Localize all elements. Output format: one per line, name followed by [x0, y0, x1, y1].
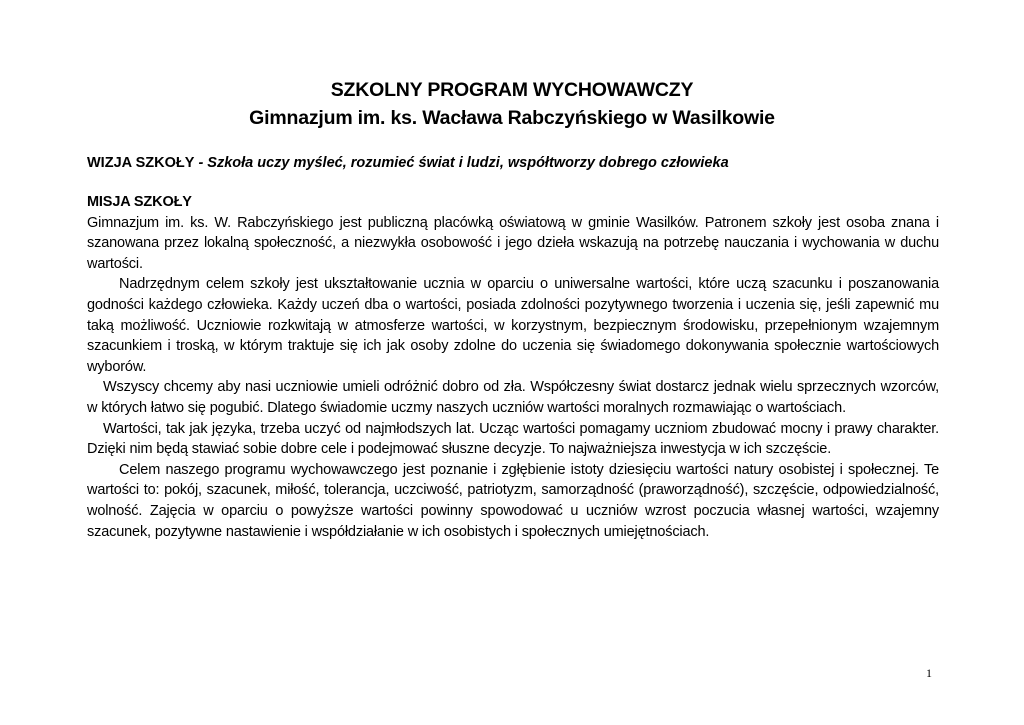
- mission-paragraph-3: Wszyscy chcemy aby nasi uczniowie umieli odróżnić dobro od zła. Współczesny świat dostarcz jednak wielu sprzecznych wzorców, w których łatwo się pogubić. Dlatego świadomie uczmy naszych uczniów wartości moralnych rozmawiając o wartościach.: [87, 379, 939, 416]
- mission-heading: MISJA SZKOŁY: [87, 194, 192, 210]
- mission-section: [87, 192, 939, 542]
- school-name: Gimnazjum im. ks. Wacława Rabczyńskiego w Wasilkowie: [249, 107, 775, 129]
- document-title: SZKOLNY PROGRAM WYCHOWAWCZY: [330, 79, 694, 101]
- mission-paragraph-5: Celem naszego programu wychowawczego jest poznanie i zgłębienie istoty dziesięciu wartości natury osobistej i społecznej. Te wartości to: pokój, szacunek, miłość, tolerancja, uczciwość, patriotyzm, samorządność (praworządność), szczęście, odpowiedzialność, wolność. Zajęcia w oparciu o powyższe wartości powinny spowodować u uczniów wzrost poczucia własnej wartości, wzajemny szacunek, pozytywne nastawienie i współdziałanie w ich osobistych i społecznych umiejętnościach.: [87, 461, 939, 540]
- vision-label: WIZJA SZKOŁY: [87, 155, 195, 171]
- vision-line: [87, 153, 947, 173]
- page-number: 1: [926, 666, 932, 680]
- vision-text: - Szkoła uczy myśleć, rozumieć świat i ludzi, współtworzy dobrego człowieka: [198, 155, 729, 171]
- mission-paragraph-2: Nadrzędnym celem szkoły jest ukształtowanie ucznia w oparciu o uniwersalne wartości, które uczą szacunku i poszanowania godności każdego człowieka. Każdy uczeń dba o wartości, posiada zdolności pozytywnego tworzenia i uczenia się, jeśli zapewnić mu taką możliwość. Uczniowie rozkwitają w atmosferze wartości, w korzystnym, bezpiecznym środowisku, przepełnionym wzajemnym szacunkiem i troską, w którym traktuje się ich jak osoby zdolne do uczenia się świadomego dokonywania społecznie wartościowych wyborów.: [87, 276, 939, 375]
- title-block: [0, 76, 1024, 132]
- mission-paragraph-4: Wartości, tak jak języka, trzeba uczyć od najmłodszych lat. Ucząc wartości pomagamy uczniom zbudować mocny i prawy charakter. Dzięki nim będą stawiać sobie dobre cele i podejmować słuszne decyzje. To najważniejsza inwestycja w ich szczęście.: [87, 420, 939, 458]
- mission-paragraph-1: Gimnazjum im. ks. W. Rabczyńskiego jest publiczną placówką oświatową w gminie Wasilków. Patronem szkoły jest osoba znana i szanowana przez lokalną społeczność, a niezwykła osobowość i jego dzieła wskazują na potrzebę nauczania i wychowania w duchu wartości.: [87, 214, 939, 272]
